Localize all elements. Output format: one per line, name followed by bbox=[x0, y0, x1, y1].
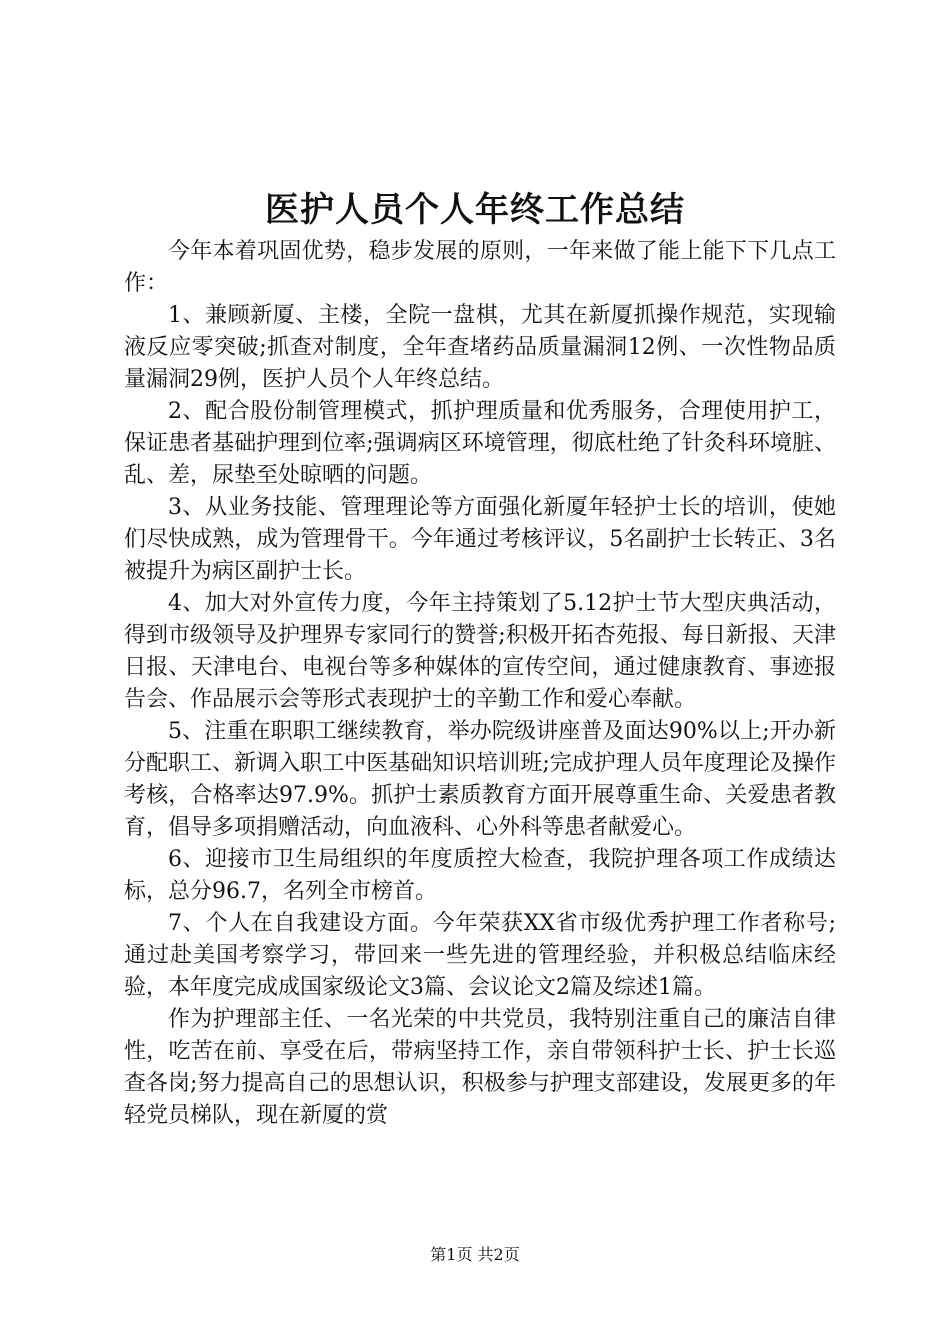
document-body bbox=[124, 236, 836, 1132]
paragraph-item-1: 1、兼顾新厦、主楼，全院一盘棋，尤其在新厦抓操作规范，实现输液反应零突破;抓查对制度，全年查堵药品质量漏洞12例、一次性物品质量漏洞29例，医护人员个人年终总结。 bbox=[124, 303, 836, 392]
paragraph-item-4: 4、加大对外宣传力度，今年主持策划了5.12护士节大型庆典活动，得到市级领导及护理界专家同行的赞誉;积极开拓杏苑报、每日新报、天津日报、天津电台、电视台等多种媒体的宣传空间，通过健康教育、事迹报告会、作品展示会等形式表现护士的辛勤工作和爱心奉献。 bbox=[124, 591, 836, 712]
document-title: 医护人员个人年终工作总结 bbox=[265, 190, 685, 230]
paragraph-closing: 作为护理部主任、一名光荣的中共党员，我特别注重自己的廉洁自律性，吃苦在前、享受在后，带病坚持工作，亲自带领科护士长、护士长巡查各岗;努力提高自己的思想认识，积极参与护理支部建设，发展更多的年轻党员梯队，现在新厦的赏 bbox=[124, 1007, 836, 1128]
paragraph-item-6: 6、迎接市卫生局组织的年度质控大检查，我院护理各项工作成绩达标，总分96.7，名列全市榜首。 bbox=[124, 847, 836, 904]
paragraph-item-3: 3、从业务技能、管理理论等方面强化新厦年轻护士长的培训，使她们尽快成熟，成为管理骨干。今年通过考核评议，5名副护士长转正、3名被提升为病区副护士长。 bbox=[124, 495, 836, 584]
page-number-footer: 第1页 共2页 bbox=[430, 1245, 520, 1264]
paragraph-intro: 今年本着巩固优势，稳步发展的原则，一年来做了能上能下下几点工作： bbox=[124, 239, 836, 296]
paragraph-item-7: 7、个人在自我建设方面。今年荣获XX省市级优秀护理工作者称号;通过赴美国考察学习，带回来一些先进的管理经验，并积极总结临床经验，本年度完成成国家级论文3篇、会议论文2篇及综述1篇。 bbox=[124, 911, 836, 1000]
paragraph-item-5: 5、注重在职职工继续教育，举办院级讲座普及面达90%以上;开办新分配职工、新调入职工中医基础知识培训班;完成护理人员年度理论及操作考核，合格率达97.9%。抓护士素质教育方面开展尊重生命、关爱患者教育，倡导多项捐赠活动，向血液科、心外科等患者献爱心。 bbox=[124, 719, 836, 840]
paragraph-item-2: 2、配合股份制管理模式，抓护理质量和优秀服务，合理使用护工，保证患者基础护理到位率;强调病区环境管理，彻底杜绝了针灸科环境脏、乱、差，尿垫至处晾晒的问题。 bbox=[124, 399, 836, 488]
